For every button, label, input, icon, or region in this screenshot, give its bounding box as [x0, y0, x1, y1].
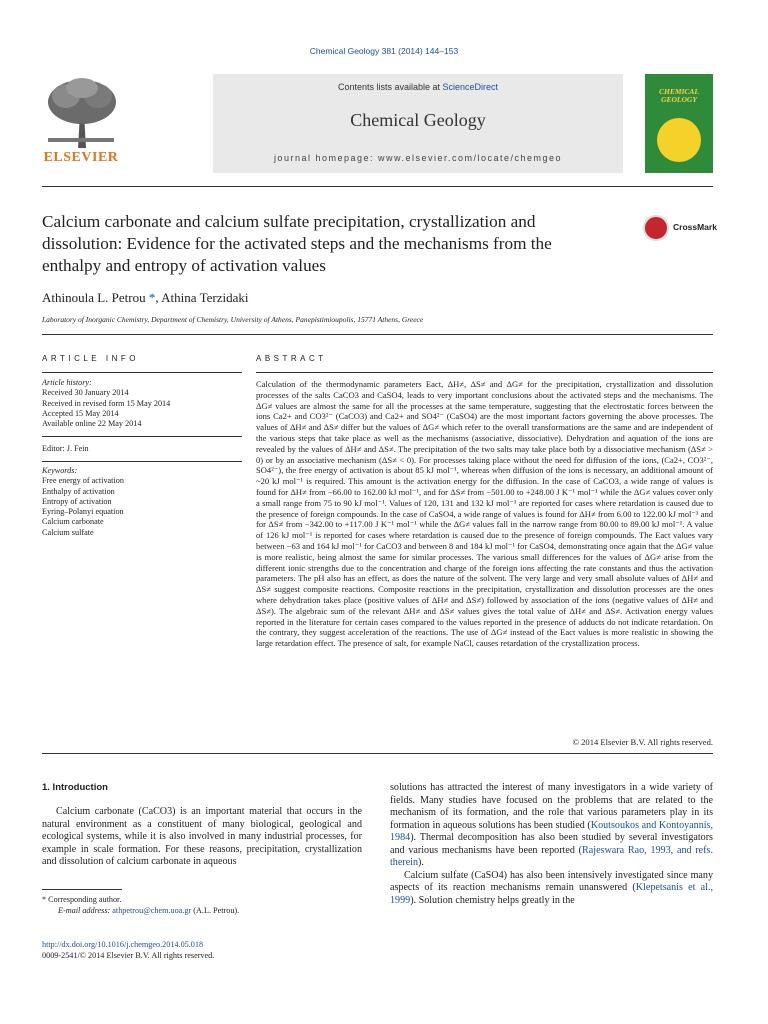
corresponding-author-note: * Corresponding author.	[42, 895, 122, 904]
abstract-copyright: © 2014 Elsevier B.V. All rights reserved.	[572, 737, 713, 747]
journal-homepage[interactable]: journal homepage: www.elsevier.com/locate/chemgeo	[273, 153, 563, 163]
intro-left-column	[42, 806, 362, 869]
journal-citation[interactable]: Chemical Geology 381 (2014) 144–153	[309, 46, 459, 56]
sciencedirect-link[interactable]: ScienceDirect	[442, 82, 499, 92]
article-history: Article history: Received 30 January 2014 Received in revised form 15 May 2014 Accepted 15 May 2014 Available online 22 May 2014	[42, 378, 212, 429]
keyword: Calcium carbonate	[42, 517, 104, 527]
intro-paragraph: Calcium carbonate (CaCO3) is an important material that occurs in the natural environment as a constituent of many biological, geological and ecological systems, while it is also involved in many industrial processes, for example in scale formation. For these reasons, precipitation, crystallization and dissolution of calcium carbonate in aqueous	[42, 806, 362, 867]
contents-line: Contents lists available at ScienceDirect	[337, 82, 499, 92]
editor: Editor: J. Fein	[42, 444, 89, 453]
elsevier-wordmark: ELSEVIER	[43, 150, 119, 165]
history-item: Accepted 15 May 2014	[42, 408, 119, 418]
history-rule	[42, 436, 242, 437]
article-title: Calcium carbonate and calcium sulfate precipitation, crystallization and dissolution: Evidence for the activated steps and the mechanisms from the enthalpy and entropy of activation values	[42, 212, 552, 275]
reference-link[interactable]: Koutsoukos and Kontoyannis, 1984	[390, 819, 713, 843]
reference-link[interactable]: Klepetsanis et al., 1999	[390, 882, 713, 906]
email-link[interactable]: athpetrou@chem.uoa.gr	[112, 906, 192, 915]
abstract-end-rule	[42, 753, 713, 754]
history-item: Received in revised form 15 May 2014	[42, 398, 171, 408]
keywords: Keywords: Free energy of activation Enthalpy of activation Entropy of activation Eyring–Polanyi equation Calcium carbonate Calcium sulfate	[42, 466, 212, 538]
cover-disc	[657, 118, 701, 162]
doi-block	[42, 940, 214, 961]
keyword: Entropy of activation	[42, 496, 112, 506]
author-petrou[interactable]: Athinoula L. Petrou	[42, 290, 146, 305]
abstract-label: ABSTRACT	[256, 354, 327, 363]
reference-link[interactable]: Rajeswara Rao, 1993, and refs. therein	[390, 844, 713, 868]
intro-right-column	[390, 782, 713, 907]
abstract-rule	[256, 372, 713, 373]
section-rule	[42, 334, 713, 335]
keyword: Enthalpy of activation	[42, 486, 115, 496]
history-item: Available online 22 May 2014	[42, 419, 142, 429]
crossmark-icon	[643, 215, 669, 241]
header-rule	[42, 186, 713, 187]
section-heading-introduction: 1. Introduction	[42, 782, 108, 793]
article-info-label: ARTICLE INFO	[42, 354, 139, 363]
doi-link[interactable]: http://dx.doi.org/10.1016/j.chemgeo.2014.05.018	[42, 940, 204, 949]
history-item: Received 30 January 2014	[42, 388, 129, 398]
intro-paragraph: Calcium sulfate (CaSO4) has also been intensively investigated since many aspects of its reaction mechanisms remain unanswered (Klepetsanis et al., 1999). Solution chemistry helps greatly in the	[390, 869, 713, 906]
intro-paragraph: solutions has attracted the interest of many investigators in a wide variety of fields. Many studies have focused on the problems that are related to the mechanism of its formation, and the role that various parameters play in its formation in aqueous solutions has been studied (Koutsoukos and Kontoyannis, 1984). Thermal decomposition has also been studied by several investigators and various mechanisms have been reported (Rajeswara Rao, 1993, and refs. therein).	[390, 782, 713, 868]
editor-rule	[42, 461, 242, 462]
issn-line: 0009-2541/© 2014 Elsevier B.V. All rights reserved.	[42, 950, 215, 960]
abstract-text: Calculation of the thermodynamic parameters Eact, ΔH≠, ΔS≠ and ΔG≠ for the precipitation, crystallization and dissolution processes of the salts CaCO3 and CaSO4, leads to very important conclusions about the activated steps and the mechanisms. The ΔG≠ values are almost the same for all the processes at the same temperature, suggesting that the electrostatic forces between the ions Ca2+ and CO3²⁻ (CaCO3) and Ca2+ and SO4²⁻ (CaSO4) are the most important factors governing the above processes. The values of ΔH≠ and ΔS≠ differ but the values of ΔG≠ which refer to the overall transformations are the same and are independent of the various steps that take place as well as the mechanisms (associative, dissociative). Dehydration and aquation of the ions are revealed by the values of ΔH≠ and ΔS≠. The precipitation of the two salts may take place both by a dissociative mechanism (ΔS≠ > 0) or by an associative mechanism (ΔS≠ < 0). For processes taking place without the need for diffusion of the ions, (Ca2+, CO3²⁻, SO4²⁻), the free energy of activation is about 85 kJ mol⁻¹, whereas when diffusion of the ions is necessary, an additional amount of ~20 kJ mol⁻¹ is required. This amount is the activation energy for the diffusion. In the case of CaCO3, a wide range of values is found for ΔH≠ from −66.00 to 162.00 kJ mol⁻¹, and for ΔS≠ from −501.00 to +248.00 J K⁻¹ mol⁻¹ while the ΔG≠ values cover only a small range from 75 to 90 kJ mol⁻¹. Values of 120, 131 and 132 kJ mol⁻¹ are reported for cases where retardation is caused due to the presence of foreign compounds. In the case of CaSO4, a wide range of values is found for ΔH≠ from 6.00 to 122.00 kJ mol⁻¹ and for ΔS≠ from −342.00 to +117.00 J K⁻¹ mol⁻¹ while the ΔG≠ values fall in the narrow range from 80.00 to 89.00 kJ mol⁻¹. A value of 126 kJ mol⁻¹ is reported for cases where retardation is caused due to the presence of foreign compounds. The Eact values vary between −63 and 164 kJ mol⁻¹ for CaCO3 and between 8 and 184 kJ mol⁻¹ for CaSO4, demonstrating once again that the ΔG≠ value is more realistic, being almost the same for similar processes. The various small differences for the values of ΔG≠ arise from the different ionic strengths due to the concentration and charge of the foreign ions affecting the rate constants and thus the activation parameters. The pH also has an effect, as does the nature of the solvent. The very large and very small absolute values of ΔH≠ and ΔS≠ suggest composite reactions. Composite reactions in the precipitation, crystallization and dissolution processes are the ones where dehydration takes place (positive values of ΔH≠ and ΔS≠) followed by association of the ions (negative values of ΔH≠ and ΔS≠). The algebraic sum of the relevant ΔH≠ and ΔS≠ values gives the total value of ΔH≠ and ΔS≠. Activation energy values reported in the literature for certain cases compared to the values reported in the presence of adducts do not indicate retardation. On the contrary, they suggest acceleration of the reactions. The use of ΔG≠ instead of the Eact values is more realistic in showing the large retardation effect. The presence of salt, for example NaCl, causes retardation of the crystallization process.	[256, 379, 713, 649]
crossmark-badge[interactable]: CrossMark	[643, 215, 723, 243]
footnote-rule	[42, 889, 122, 890]
affiliation: Laboratory of Inorganic Chemistry, Department of Chemistry, University of Athens, Panepistimioupolis, 15771 Athens, Greece	[42, 315, 424, 324]
author-terzidaki[interactable]: , Athina Terzidaki	[155, 290, 249, 305]
corresponding-author-star[interactable]: *	[148, 290, 156, 305]
footnote: * Corresponding author. E-mail address: athpetrou@chem.uoa.gr (A.L. Petrou).	[42, 894, 362, 916]
journal-cover-image: CHEMICAL GEOLOGY	[645, 74, 713, 173]
authors	[42, 290, 248, 306]
keyword: Free energy of activation	[42, 476, 124, 486]
journal-banner	[213, 74, 623, 173]
article-info-rule	[42, 372, 242, 373]
keyword: Eyring–Polanyi equation	[42, 507, 124, 517]
journal-name: Chemical Geology	[350, 110, 486, 130]
keyword: Calcium sulfate	[42, 527, 94, 537]
